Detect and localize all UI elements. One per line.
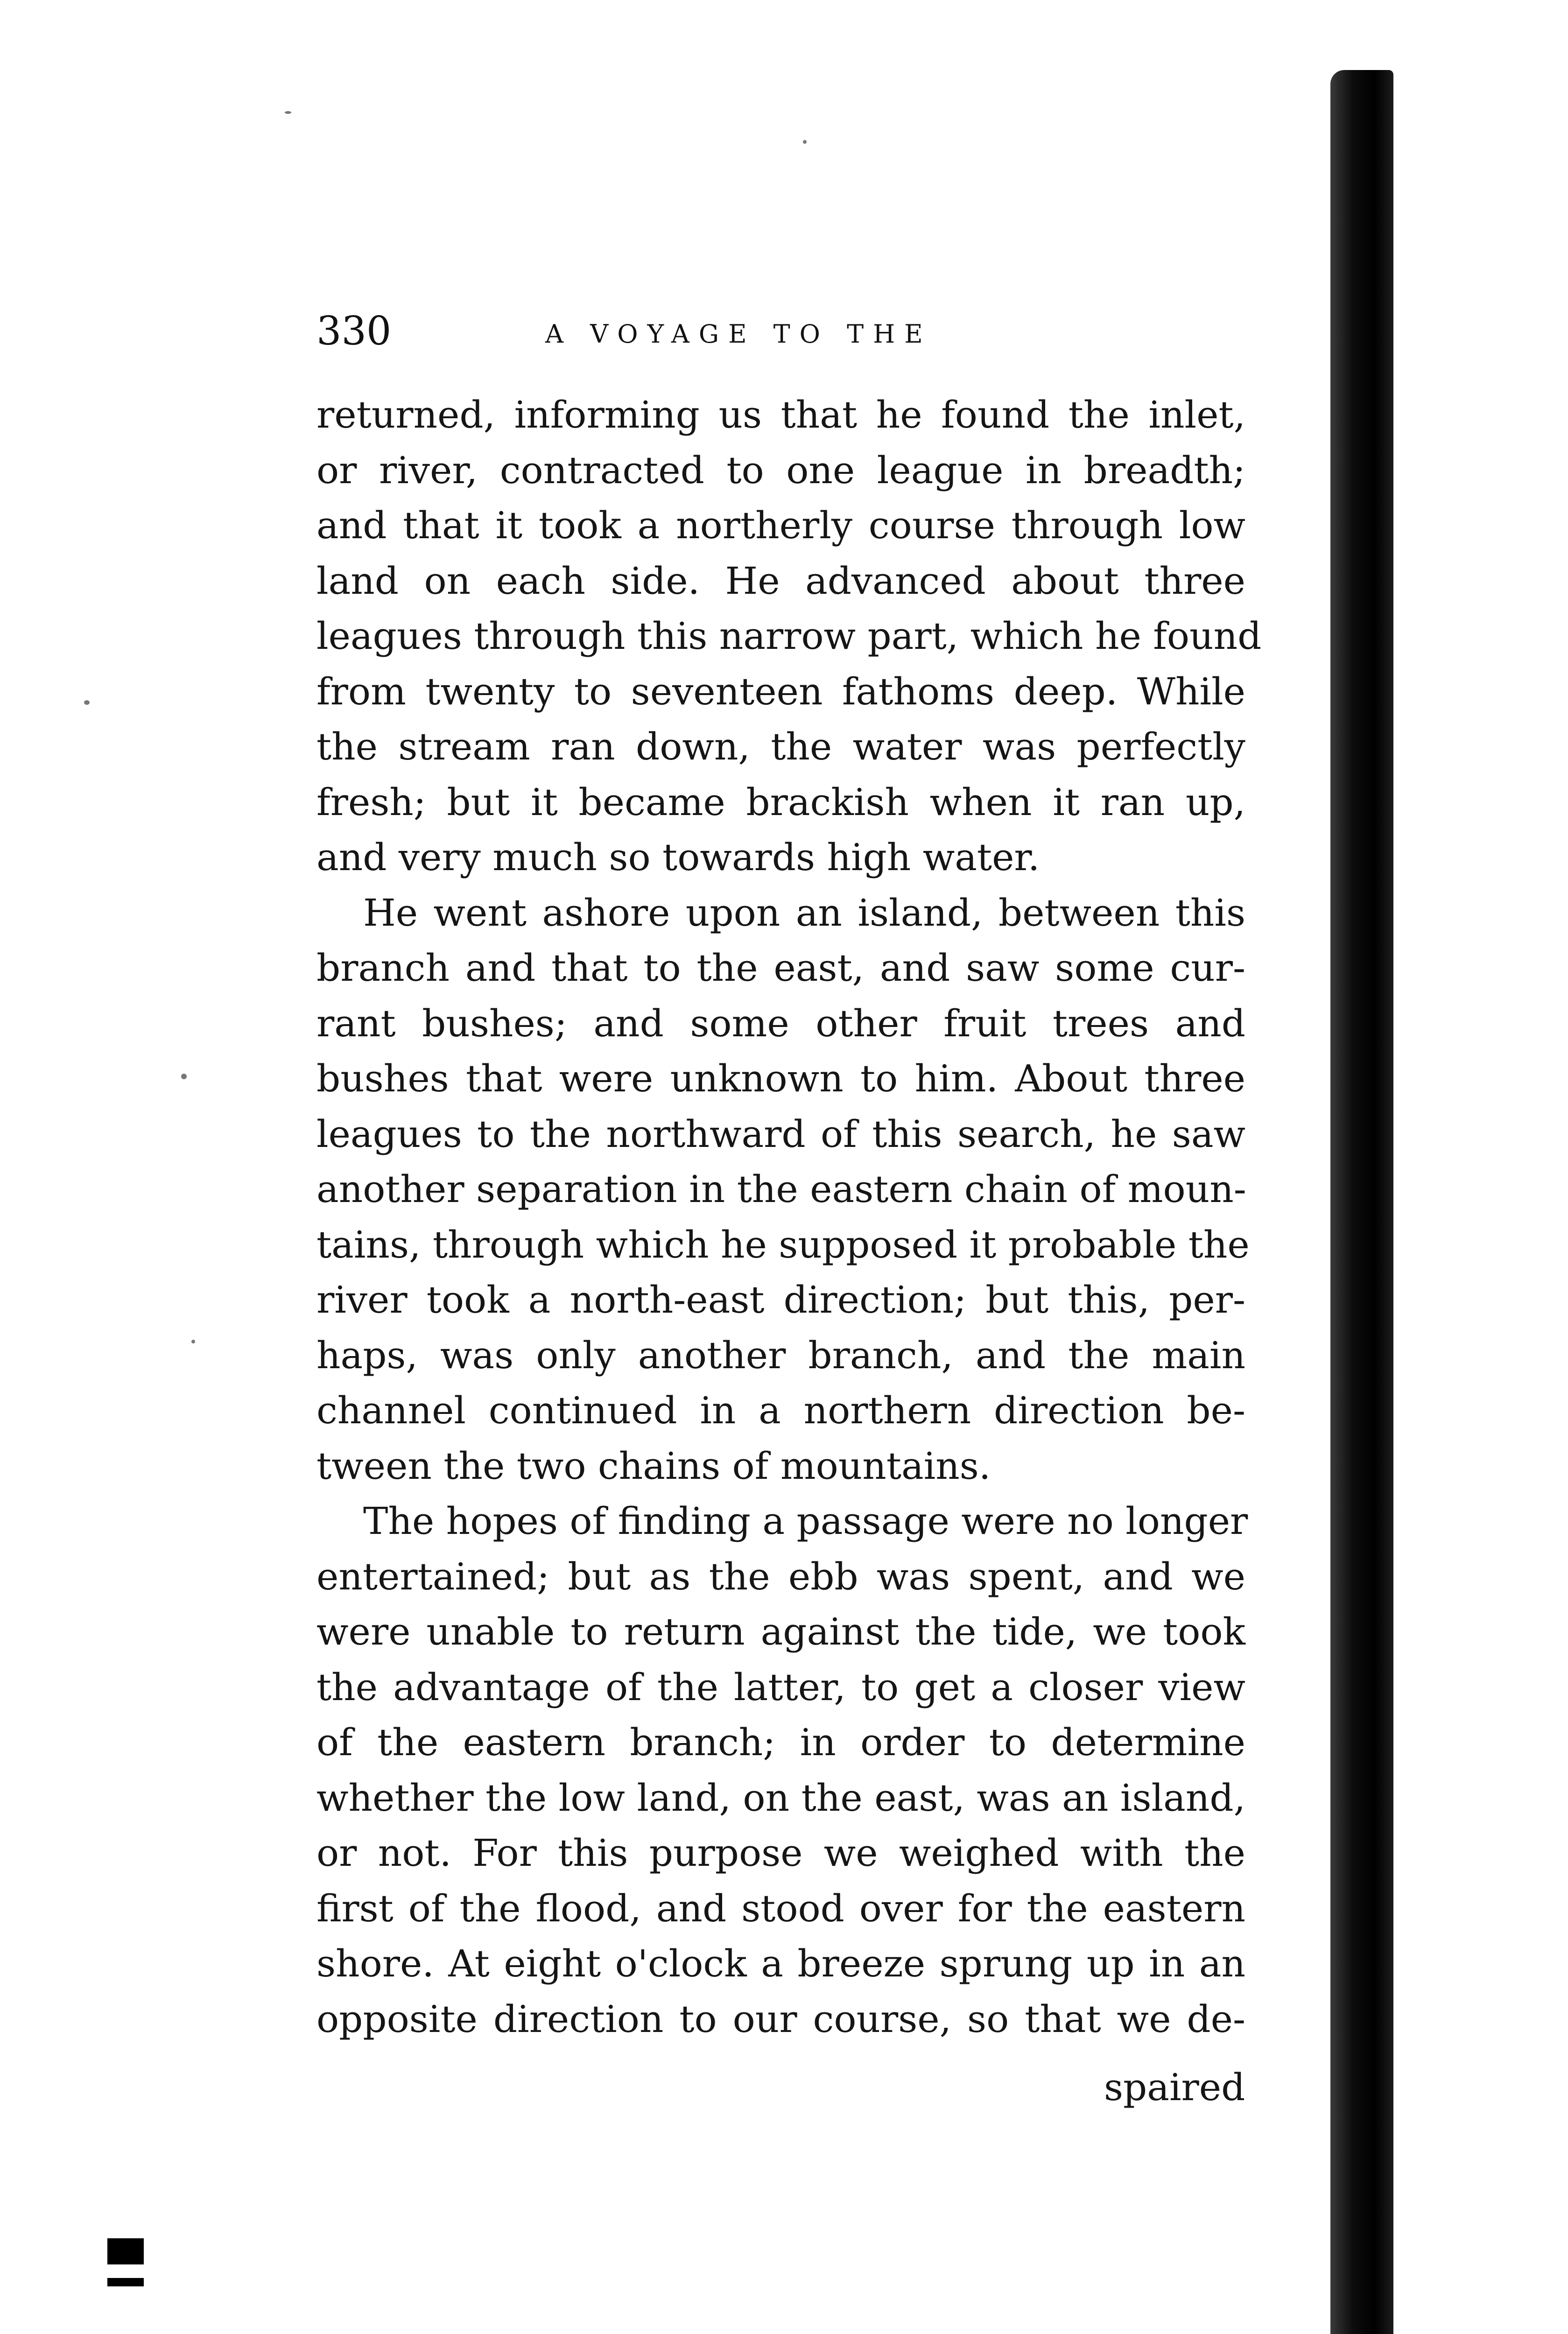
text-line: entertained; but as the ebb was spent, and we <box>316 1554 1245 1598</box>
scan-mark <box>107 2278 144 2286</box>
text-line: the advantage of the latter, to get a closer view <box>316 1665 1245 1709</box>
text-line: branch and that to the east, and saw some cur- <box>316 946 1245 990</box>
text-line: rant bushes; and some other fruit trees and <box>316 1001 1245 1045</box>
text-line: opposite direction to our course, so that we de- <box>316 1997 1245 2041</box>
text-line: bushes that were unknown to him. About three <box>316 1057 1245 1100</box>
text-line: river took a north-east direction; but this, per- <box>316 1278 1245 1322</box>
scan-speck <box>285 111 291 114</box>
text-line: or river, contracted to one league in breadth; <box>316 448 1245 492</box>
body-text <box>316 387 1262 2047</box>
text-line: He went ashore upon an island, between this <box>363 891 1245 935</box>
scan-mark <box>107 2238 144 2264</box>
text-line: leagues through this narrow part, which he found <box>316 614 1262 658</box>
catchword: spaired <box>1104 2066 1245 2109</box>
text-line: shore. At eight o'clock a breeze sprung up in an <box>316 1942 1245 1985</box>
text-line: or not. For this purpose we weighed with the <box>316 1831 1245 1875</box>
text-line: tains, through which he supposed it probable the <box>316 1223 1250 1266</box>
scan-speck <box>191 1340 195 1343</box>
scan-speck <box>181 1074 187 1079</box>
page-header <box>316 299 1017 369</box>
text-line: were unable to return against the tide, we took <box>316 1610 1245 1653</box>
text-line: The hopes of finding a passage were no longer <box>363 1499 1248 1543</box>
text-line: fresh; but it became brackish when it ran up, <box>316 780 1245 824</box>
text-line: land on each side. He advanced about three <box>316 559 1245 603</box>
text-line: and very much so towards high water. <box>316 836 1040 879</box>
scan-speck <box>803 140 807 144</box>
text-line: first of the flood, and stood over for the eastern <box>316 1886 1245 1930</box>
running-head: A VOYAGE TO THE <box>545 319 932 349</box>
text-line: from twenty to seventeen fathoms deep. While <box>316 669 1245 713</box>
text-line: tween the two chains of mountains. <box>316 1444 991 1488</box>
binding-shadow <box>1330 70 1393 2334</box>
text-line: channel continued in a northern direction be- <box>316 1389 1245 1432</box>
scan-speck <box>84 700 90 705</box>
text-line: of the eastern branch; in order to determine <box>316 1721 1245 1764</box>
page-number: 330 <box>316 308 392 354</box>
text-line: and that it took a northerly course through low <box>316 504 1245 547</box>
text-line: leagues to the northward of this search, he saw <box>316 1112 1245 1156</box>
text-line: whether the low land, on the east, was an island, <box>316 1776 1245 1820</box>
text-line: the stream ran down, the water was perfectly <box>316 725 1245 768</box>
text-line: another separation in the eastern chain of moun- <box>316 1167 1246 1211</box>
text-line: haps, was only another branch, and the main <box>316 1333 1245 1377</box>
text-line: returned, informing us that he found the inlet, <box>316 393 1245 436</box>
